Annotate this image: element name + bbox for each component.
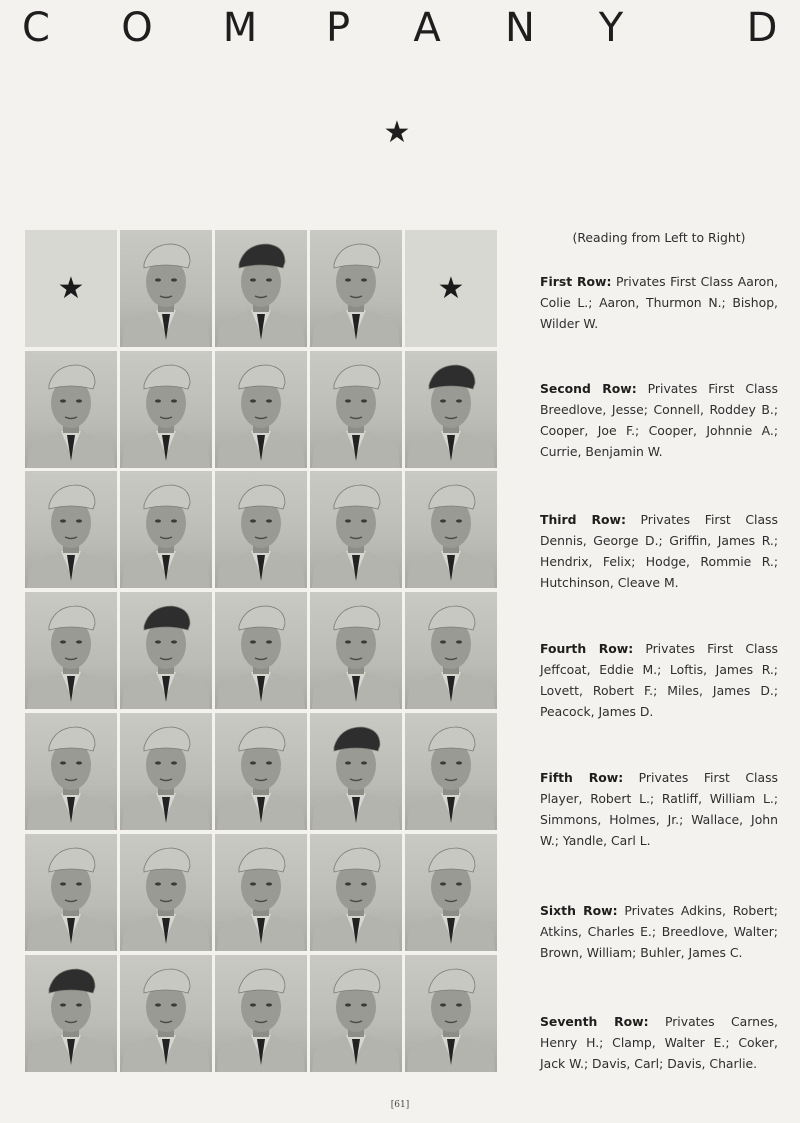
soldier-portrait [310, 230, 402, 347]
row-names: Privates First Class Breedlove, Jesse; Connell, Roddey B.; Cooper, Joe F.; Cooper, Johnnie A.; Currie, Benjamin W. [540, 381, 778, 459]
soldier-portrait [405, 471, 497, 588]
row-label: Sixth Row: [540, 903, 618, 918]
row-label: Fifth Row: [540, 770, 624, 785]
row-caption-second [540, 378, 778, 462]
star-icon: ★ [383, 115, 411, 150]
portrait-figure [120, 471, 212, 588]
portrait-figure [405, 834, 497, 951]
soldier-portrait [120, 955, 212, 1072]
soldier-portrait [310, 592, 402, 709]
reading-note: (Reading from Left to Right) [572, 230, 746, 245]
soldier-portrait [405, 351, 497, 468]
soldier-portrait [310, 713, 402, 830]
row-names: Privates First Class Dennis, George D.; Griffin, James R.; Hendrix, Felix; Hodge, Rommie R.; Hutchinson, Cleave M. [540, 512, 778, 590]
portrait-figure [215, 955, 307, 1072]
portrait-figure [405, 955, 497, 1072]
star-placeholder [25, 230, 117, 347]
title-letter: O [121, 5, 153, 51]
title-letter: M [222, 5, 258, 51]
soldier-portrait [25, 834, 117, 951]
row-caption-first [540, 271, 778, 334]
soldier-portrait [405, 834, 497, 951]
row-label: Second Row: [540, 381, 637, 396]
soldier-portrait [120, 713, 212, 830]
portrait-figure [25, 351, 117, 468]
portrait-figure [405, 471, 497, 588]
portrait-figure [310, 592, 402, 709]
soldier-portrait [215, 713, 307, 830]
soldier-portrait [310, 351, 402, 468]
portrait-figure [215, 471, 307, 588]
soldier-portrait [120, 471, 212, 588]
row-caption-sixth [540, 900, 778, 963]
soldier-portrait [215, 471, 307, 588]
portrait-figure [120, 834, 212, 951]
page-title [0, 6, 800, 50]
row-label: Seventh Row: [540, 1014, 649, 1029]
portrait-figure [120, 955, 212, 1072]
soldier-portrait [120, 230, 212, 347]
row-label: Fourth Row: [540, 641, 634, 656]
portrait-figure [25, 713, 117, 830]
portrait-figure [25, 834, 117, 951]
portrait-figure [215, 834, 307, 951]
soldier-portrait [25, 592, 117, 709]
title-letter: D [746, 5, 778, 51]
portrait-figure [120, 230, 212, 347]
portrait-figure [405, 713, 497, 830]
soldier-portrait [25, 471, 117, 588]
row-caption-fifth [540, 767, 778, 851]
soldier-portrait [405, 713, 497, 830]
soldier-portrait [215, 834, 307, 951]
portrait-figure [215, 351, 307, 468]
portrait-figure [310, 351, 402, 468]
portrait-figure [405, 592, 497, 709]
soldier-portrait [310, 834, 402, 951]
soldier-portrait [405, 955, 497, 1072]
portrait-figure [215, 713, 307, 830]
title-letter: C [22, 5, 50, 51]
soldier-portrait [215, 592, 307, 709]
row-caption-third [540, 509, 778, 593]
soldier-portrait [25, 713, 117, 830]
portrait-figure [310, 471, 402, 588]
portrait-figure [310, 955, 402, 1072]
soldier-portrait [120, 351, 212, 468]
row-caption-fourth [540, 638, 778, 722]
star-placeholder [405, 230, 497, 347]
soldier-portrait [310, 471, 402, 588]
photo-grid [25, 230, 497, 1078]
soldier-portrait [310, 955, 402, 1072]
row-names: Privates First Class Player, Robert L.; Ratliff, William L.; Simmons, Holmes, Jr.; Wallace, John W.; Yandle, Carl L. [540, 770, 778, 848]
portrait-figure [120, 351, 212, 468]
portrait-figure [310, 834, 402, 951]
portrait-figure [120, 713, 212, 830]
row-caption-seventh [540, 1011, 778, 1074]
portrait-figure [25, 471, 117, 588]
soldier-portrait [215, 230, 307, 347]
soldier-portrait [215, 955, 307, 1072]
portrait-figure [405, 351, 497, 468]
portrait-figure [215, 230, 307, 347]
row-names: Privates Adkins, Robert; Atkins, Charles E.; Breedlove, Walter; Brown, William; Buhler, James C. [540, 903, 778, 960]
portrait-figure [215, 592, 307, 709]
soldier-portrait [25, 351, 117, 468]
title-letter: P [325, 5, 351, 51]
star-icon: ★ [57, 271, 85, 306]
row-names: Privates First Class Aaron, Colie L.; Aaron, Thurmon N.; Bishop, Wilder W. [540, 274, 779, 331]
soldier-portrait [120, 592, 212, 709]
soldier-portrait [120, 834, 212, 951]
title-letter: Y [598, 5, 624, 51]
caption-column [540, 228, 779, 1071]
star-icon: ★ [437, 271, 465, 306]
row-names: Privates First Class Jeffcoat, Eddie M.; Loftis, James R.; Lovett, Robert F.; Miles, James D.; Peacock, James D. [540, 641, 778, 719]
portrait-figure [310, 713, 402, 830]
row-label: Third Row: [540, 512, 626, 527]
portrait-figure [310, 230, 402, 347]
row-names: Privates Carnes, Henry H.; Clamp, Walter E.; Coker, Jack W.; Davis, Carl; Davis, Charlie. [540, 1014, 778, 1071]
page-number: [61] [390, 1100, 410, 1110]
row-label: First Row: [540, 274, 612, 289]
soldier-portrait [405, 592, 497, 709]
soldier-portrait [215, 351, 307, 468]
portrait-figure [25, 955, 117, 1072]
title-letter: A [413, 5, 441, 51]
portrait-figure [25, 592, 117, 709]
title-letter: N [505, 5, 535, 51]
portrait-figure [120, 592, 212, 709]
soldier-portrait [25, 955, 117, 1072]
